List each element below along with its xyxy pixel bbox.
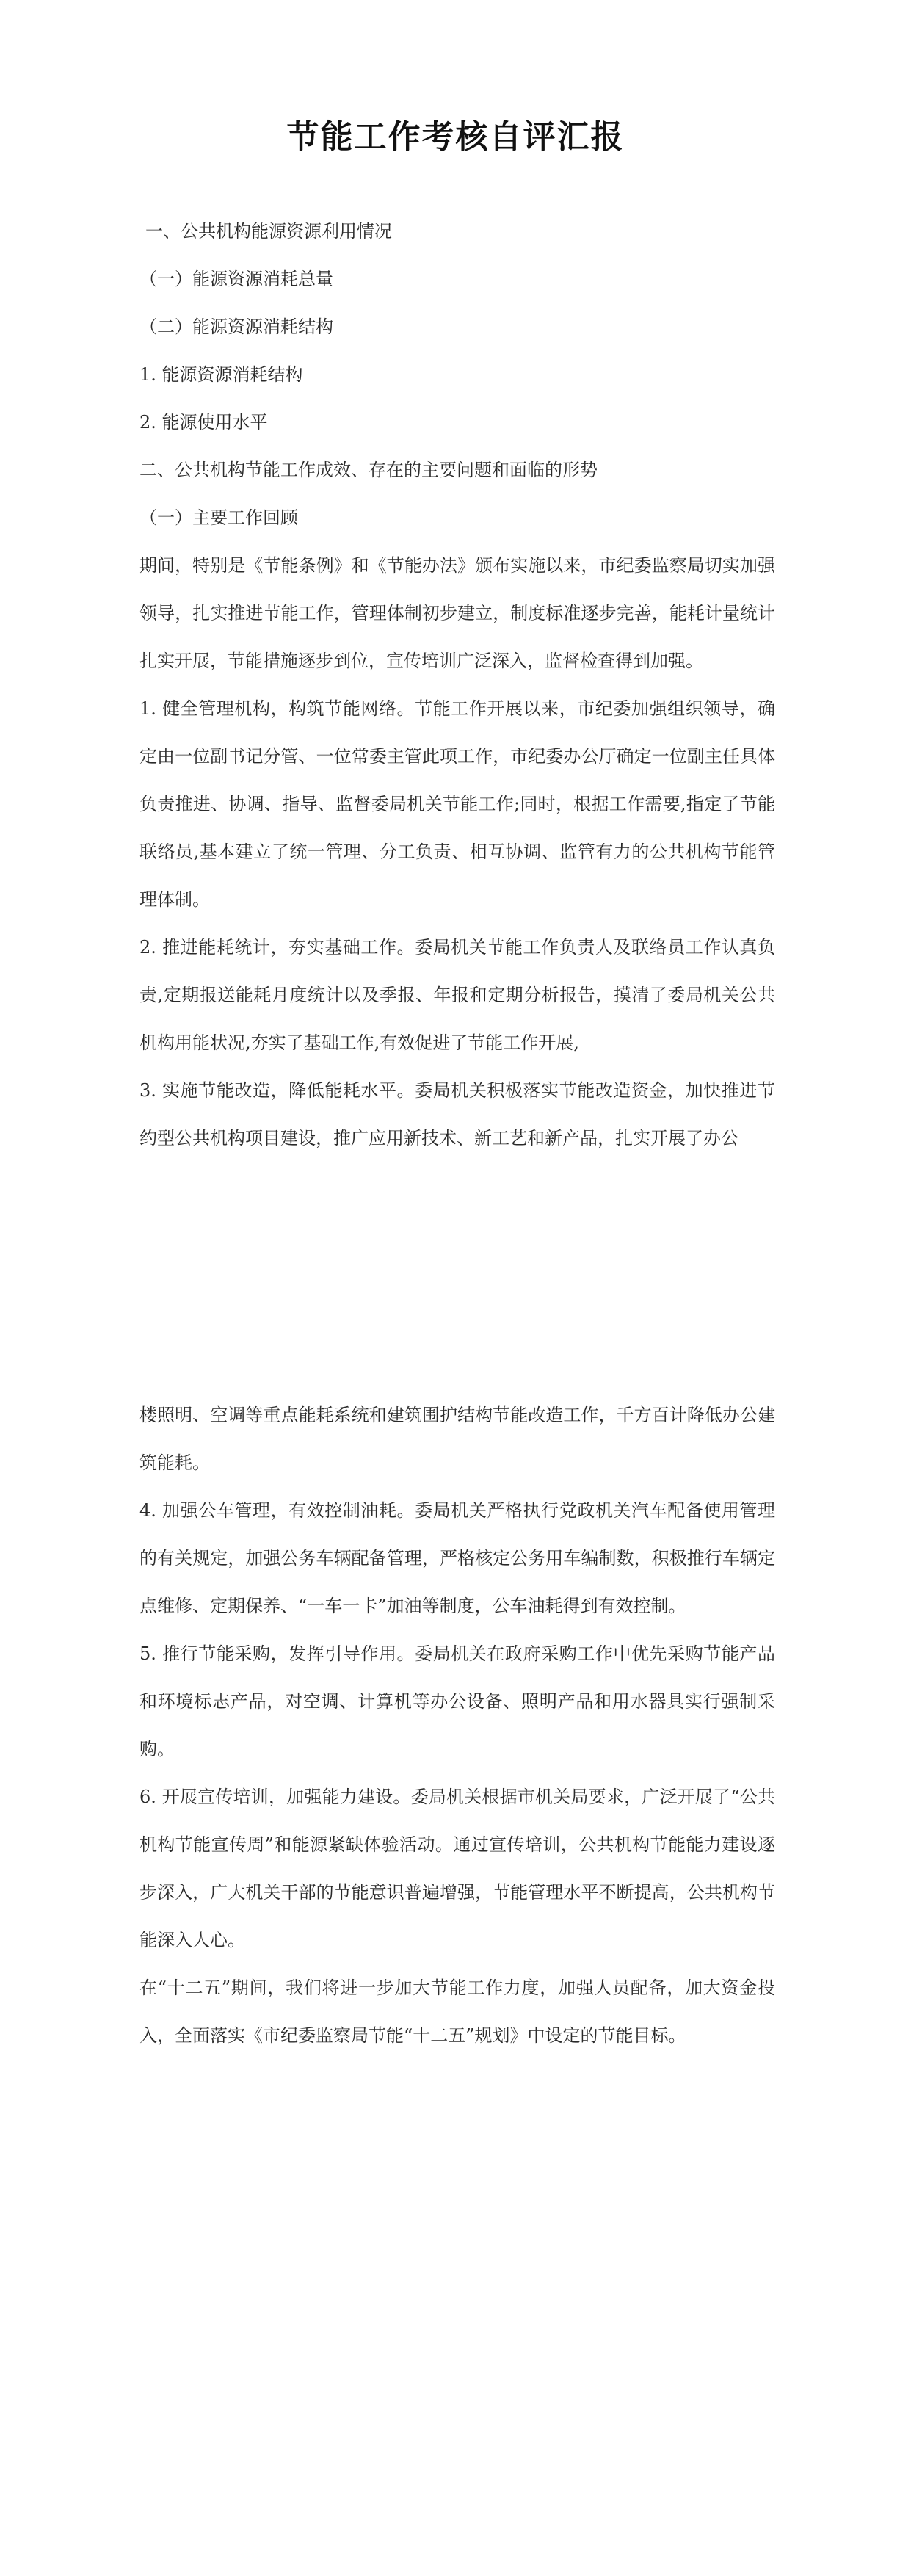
heading-section-2: 二、公共机构节能工作成效、存在的主要问题和面临的形势: [139, 460, 598, 480]
document-body-top: [139, 208, 775, 1162]
item-1: 1. 能源资源消耗结构: [139, 364, 303, 385]
subheading-1-1: （一）能源资源消耗总量: [139, 269, 333, 289]
paragraph-point-5: 5. 推行节能采购，发挥引导作用。委局机关在政府采购工作中优先采购节能产品和环境标志产品，对空调、计算机等办公设备、照明产品和用水器具实行强制采购。: [139, 1643, 775, 1759]
subheading-2-1: （一）主要工作回顾: [139, 507, 298, 528]
heading-section-1: 一、公共机构能源资源利用情况: [145, 221, 392, 242]
paragraph-point-3-start: 3. 实施节能改造，降低能耗水平。委局机关积极落实节能改造资金，加快推进节约型公共机构项目建设，推广应用新技术、新工艺和新产品，扎实开展了办公: [139, 1080, 775, 1148]
paragraph-point-2: 2. 推进能耗统计，夯实基础工作。委局机关节能工作负责人及联络员工作认真负责,定期报送能耗月度统计以及季报、年报和定期分析报告，摸清了委局机关公共机构用能状况,夯实了基础工作,有效促进了节能工作开展,: [139, 937, 775, 1053]
paragraph-point-6: 6. 开展宣传培训，加强能力建设。委局机关根据市机关局要求，广泛开展了“公共机构节能宣传周”和能源紧缺体验活动。通过宣传培训，公共机构节能能力建设逐步深入，广大机关干部的节能意识普遍增强，节能管理水平不断提高，公共机构节能深入人心。: [139, 1787, 775, 1950]
item-2: 2. 能源使用水平: [139, 412, 268, 433]
subheading-1-2: （二）能源资源消耗结构: [139, 316, 333, 337]
paragraph-point-4: 4. 加强公车管理，有效控制油耗。委局机关严格执行党政机关汽车配备使用管理的有关规定，加强公务车辆配备管理，严格核定公务用车编制数，积极推行车辆定点维修、定期保养、“一车一卡”加油等制度，公车油耗得到有效控制。: [139, 1500, 775, 1616]
document-body-bottom: [139, 1392, 775, 2060]
document-title: 节能工作考核自评汇报: [286, 118, 625, 156]
paragraph-conclusion: 在“十二五”期间，我们将进一步加大节能工作力度，加强人员配备，加大资金投入，全面落实《市纪委监察局节能“十二五”规划》中设定的节能目标。: [139, 1978, 775, 2046]
paragraph-point-1: 1. 健全管理机构，构筑节能网络。节能工作开展以来，市纪委加强组织领导，确定由一位副书记分管、一位常委主管此项工作，市纪委办公厅确定一位副主任具体负责推进、协调、指导、监督委局机关节能工作;同时，根据工作需要,指定了节能联络员,基本建立了统一管理、分工负责、相互协调、监管有力的公共机构节能管理体制。: [139, 698, 775, 910]
paragraph-intro: 期间，特别是《节能条例》和《节能办法》颁布实施以来，市纪委监察局切实加强领导，扎实推进节能工作，管理体制初步建立，制度标准逐步完善，能耗计量统计扎实开展，节能措施逐步到位，宣传培训广泛深入，监督检查得到加强。: [139, 555, 775, 671]
paragraph-point-3-end: 楼照明、空调等重点能耗系统和建筑围护结构节能改造工作，千方百计降低办公建筑能耗。: [139, 1405, 775, 1473]
